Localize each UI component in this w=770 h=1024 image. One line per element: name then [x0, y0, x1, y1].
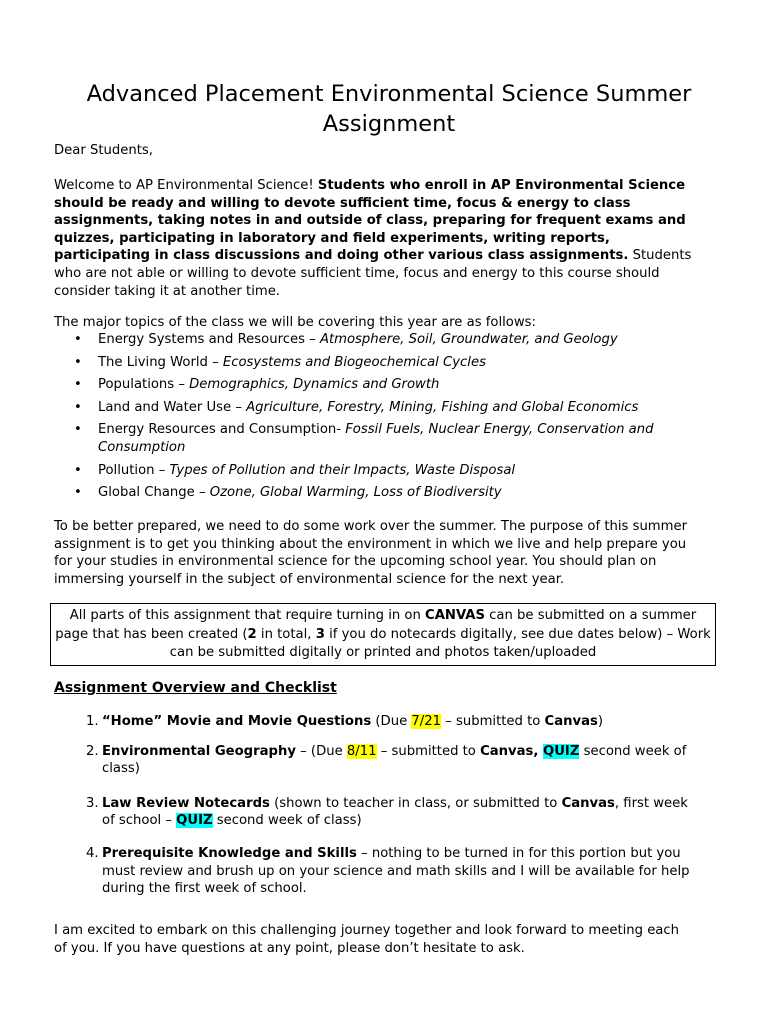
checklist-item-notecards [54, 795, 694, 830]
topic-item [54, 354, 694, 372]
item-title: Environmental Geography [102, 743, 296, 759]
salutation: Dear Students, [54, 143, 153, 158]
notice-count-two: 2 [247, 626, 257, 642]
topic-name: Energy Resources and Consumption- [98, 422, 346, 438]
item-number: 1. [86, 714, 99, 729]
item-number: 4. [86, 845, 99, 861]
intro-plain-end: Students who are not able or willing to devote sufficient time, focus and energy to this course should consider taking it at another time. [54, 248, 692, 299]
item-text: – submitted to [376, 743, 481, 759]
canvas-label: Canvas, [480, 743, 543, 759]
item-text: second week of class) [212, 813, 362, 829]
item-text: ) [597, 714, 604, 729]
topic-name: Land and Water Use – [98, 399, 247, 415]
topic-detail: Fossil Fuels, Nuclear Energy, Conservation and Consumption [98, 422, 654, 455]
bullet-icon: • [74, 462, 82, 478]
overview-heading: Assignment Overview and Checklist [54, 680, 337, 696]
item-text: (Due [371, 714, 412, 729]
topic-detail: Agriculture, Forestry, Mining, Fishing and Global Economics [246, 399, 639, 415]
bullet-icon: • [74, 354, 82, 370]
bullet-icon: • [74, 399, 82, 415]
canvas-label: Canvas [561, 795, 615, 811]
item-number: 3. [86, 795, 99, 811]
bullet-icon: • [74, 422, 82, 438]
closing-paragraph: I am excited to embark on this challenging journey together and look forward to meeting each of you. If you have questions at any point, please don’t hesitate to ask. [54, 923, 680, 956]
topic-detail: Demographics, Dynamics and Growth [189, 377, 440, 393]
topic-detail: Types of Pollution and their Impacts, Waste Disposal [169, 462, 516, 478]
notice-text: All parts of this assignment that require turning in on [69, 608, 426, 623]
bullet-icon: • [74, 377, 82, 393]
item-text: – submitted to [441, 714, 545, 729]
checklist-item-home-movie [54, 713, 694, 731]
topic-name: The Living World – [98, 354, 223, 370]
notice-text: if you do notecards digitally, see due dates below) – Work can be submitted digitally or printed and photos taken/uploaded [169, 626, 711, 660]
checklist-item-geography [54, 743, 694, 778]
due-date-highlight: 7/21 [411, 714, 441, 729]
item-text: – nothing to be turned in for this portion but you must review and brush up on your science and math skills and I will be available for help during the first week of school. [102, 845, 690, 897]
bullet-icon: • [74, 332, 82, 347]
assignment-checklist [54, 713, 694, 898]
notice-count-three: 3 [315, 626, 325, 642]
topic-name: Global Change – [98, 485, 210, 501]
item-title: Prerequisite Knowledge and Skills [102, 845, 357, 861]
topic-detail: Ecosystems and Biogeochemical Cycles [222, 354, 486, 370]
topic-detail: Ozone, Global Warming, Loss of Biodiversity [209, 485, 502, 501]
item-text: (shown to teacher in class, or submitted to [269, 795, 562, 811]
document-title: Advanced Placement Environmental Science Summer Assignment [86, 81, 692, 138]
bullet-icon: • [74, 485, 82, 501]
item-text: – (Due [295, 743, 347, 759]
topic-item [54, 421, 694, 456]
item-text: , first week of school – [102, 795, 688, 829]
item-title: “Home” Movie and Movie Questions [102, 714, 372, 729]
topic-item [54, 399, 694, 417]
topic-name: Populations – [98, 377, 190, 393]
canvas-notice-box [50, 603, 716, 666]
topic-name: Pollution – [98, 462, 170, 478]
notice-canvas: CANVAS [425, 608, 485, 623]
item-number: 2. [86, 743, 99, 759]
topics-lead: The major topics of the class we will be covering this year are as follows: [54, 315, 536, 330]
topic-detail: Atmosphere, Soil, Groundwater, and Geology [319, 332, 618, 347]
item-text: second week of class) [102, 743, 687, 777]
topic-item [54, 376, 694, 394]
intro-plain-start: Welcome to AP Environmental Science! [54, 178, 318, 193]
topic-item [54, 462, 694, 480]
topic-name: Energy Systems and Resources – [98, 332, 320, 347]
due-date-highlight: 8/11 [346, 743, 377, 759]
notice-text: can be submitted on a summer page that has been created ( [55, 608, 697, 642]
canvas-label: Canvas [544, 714, 598, 729]
topic-item [54, 331, 694, 349]
quiz-highlight: QUIZ [543, 743, 580, 759]
intro-bold-requirements: Students who enroll in AP Environmental Science should be ready and willing to devote sufficient time, focus & energy to class assignments, taking notes in and outside of class, preparing for frequent exams and quizzes, participating in laboratory and field experiments, writing reports, participating in class discussions and doing other various class assignments. [54, 178, 686, 264]
checklist-item-prerequisites [54, 845, 694, 898]
intro-paragraph [54, 177, 694, 300]
quiz-highlight: QUIZ [176, 813, 213, 829]
notice-text: in total, [256, 626, 316, 642]
item-title: Law Review Notecards [102, 795, 270, 811]
prep-paragraph: To be better prepared, we need to do some work over the summer. The purpose of this summer assignment is to get you thinking about the environment in which we live and help prepare you for your studies in environmental science for the upcoming school year. You should plan on immersing yourself in the subject of environmental science for the next year. [54, 519, 688, 587]
topic-item [54, 484, 694, 502]
topics-list [54, 331, 694, 507]
